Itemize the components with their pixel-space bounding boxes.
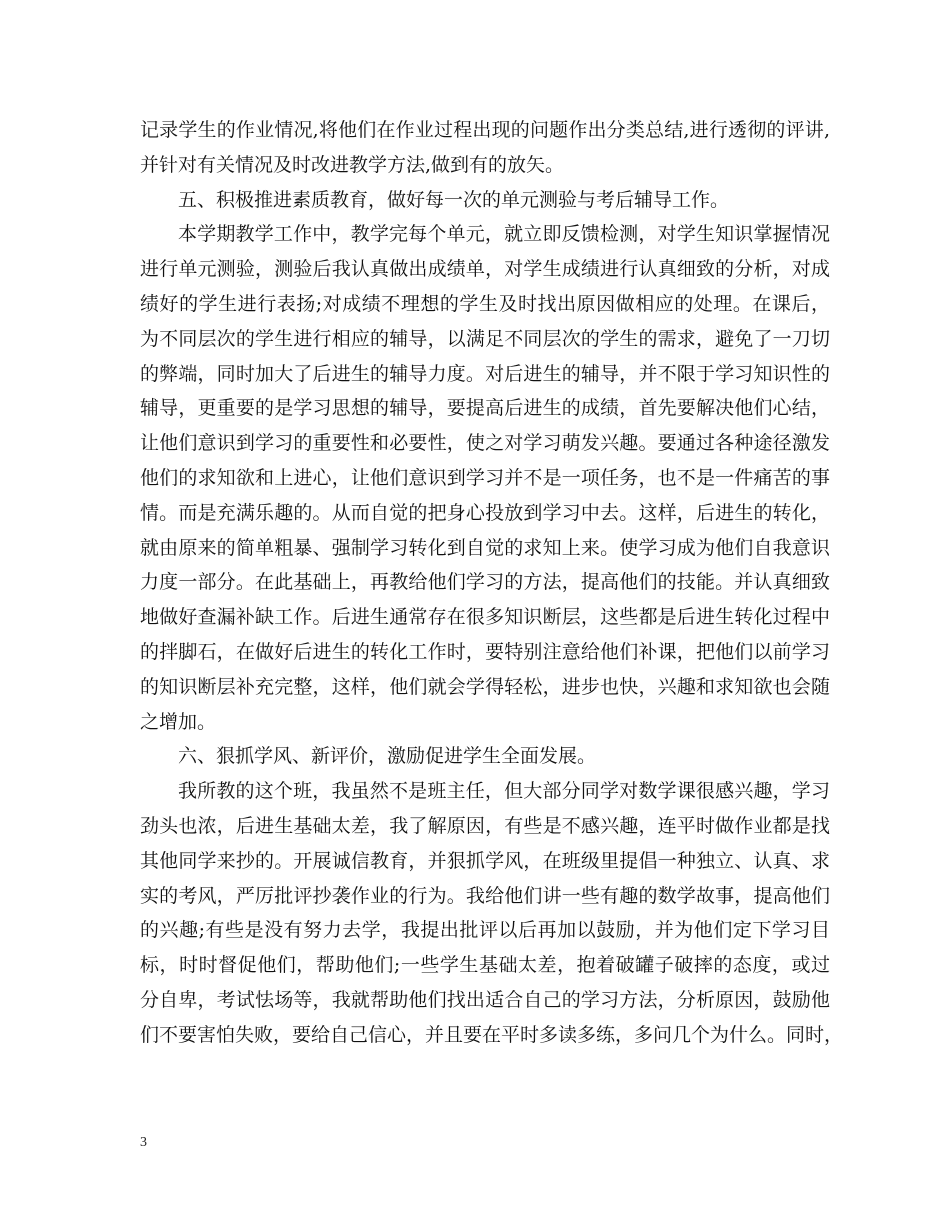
text-line: 五、积极推进素质教育，做好每一次的单元测验与考后辅导工作。 bbox=[178, 188, 730, 211]
page-number: 3 bbox=[140, 1135, 147, 1150]
text-line: 情。而是充满乐趣的。从而自觉的把身心投放到学习中去。这样，后进生的转化， bbox=[140, 501, 830, 524]
text-line: 辅导，更重要的是学习思想的辅导，要提高后进生的成绩，首先要解决他们心结， bbox=[140, 397, 830, 420]
text-line: 六、狠抓学风、新评价，激励促进学生全面发展。 bbox=[178, 745, 597, 768]
text-line: 的拌脚石，在做好后进生的转化工作时，要特别注意给他们补课，把他们以前学习 bbox=[140, 640, 830, 663]
text-line: 的知识断层补充完整，这样，他们就会学得轻松，进步也快，兴趣和求知欲也会随 bbox=[140, 675, 830, 698]
text-line: 让他们意识到学习的重要性和必要性，使之对学习萌发兴趣。要通过各种途径激发 bbox=[140, 432, 830, 455]
text-line: 本学期教学工作中，教学完每个单元，就立即反馈检测，对学生知识掌握情况 bbox=[178, 223, 830, 246]
text-line: 其他同学来抄的。开展诚信教育，并狠抓学风，在班级里提倡一种独立、认真、求 bbox=[140, 849, 830, 872]
text-line: 地做好查漏补缺工作。后进生通常存在很多知识断层，这些都是后进生转化过程中 bbox=[140, 606, 830, 629]
text-line: 实的考风，严厉批评抄袭作业的行为。我给他们讲一些有趣的数学故事，提高他们 bbox=[140, 884, 830, 907]
text-line: 力度一部分。在此基础上，再教给他们学习的方法，提高他们的技能。并认真细致 bbox=[140, 571, 830, 594]
text-line: 的弊端，同时加大了后进生的辅导力度。对后进生的辅导，并不限于学习知识性的 bbox=[140, 362, 830, 385]
text-line: 绩好的学生进行表扬;对成绩不理想的学生及时找出原因做相应的处理。在课后， bbox=[140, 292, 830, 315]
text-line: 进行单元测验，测验后我认真做出成绩单，对学生成绩进行认真细致的分析，对成 bbox=[140, 258, 830, 281]
text-line: 我所教的这个班，我虽然不是班主任，但大部分同学对数学课很感兴趣，学习 bbox=[178, 780, 830, 803]
text-line: 劲头也浓，后进生基础太差，我了解原因，有些是不感兴趣，连平时做作业都是找 bbox=[140, 814, 830, 837]
text-line: 标，时时督促他们，帮助他们;一些学生基础太差，抱着破罐子破摔的态度，或过 bbox=[140, 954, 830, 977]
body-text bbox=[140, 113, 844, 1053]
text-line: 并针对有关情况及时改进教学方法,做到有的放矢。 bbox=[140, 153, 565, 176]
text-line: 记录学生的作业情况,将他们在作业过程出现的问题作出分类总结,进行透彻的评讲, bbox=[140, 119, 830, 141]
text-line: 之增加。 bbox=[140, 710, 217, 733]
text-line: 就由原来的简单粗暴、强制学习转化到自觉的求知上来。使学习成为他们自我意识 bbox=[140, 536, 830, 559]
text-line: 分自卑，考试怯场等，我就帮助他们找出适合自己的学习方法，分析原因，鼓励他 bbox=[140, 988, 830, 1011]
text-line: 们不要害怕失败，要给自己信心，并且要在平时多读多练，多问几个为什么。同时， bbox=[140, 1023, 844, 1046]
text-line: 的兴趣;有些是没有努力去学，我提出批评以后再加以鼓励，并为他们定下学习目 bbox=[140, 919, 830, 942]
text-line: 为不同层次的学生进行相应的辅导，以满足不同层次的学生的需求，避免了一刀切 bbox=[140, 327, 830, 350]
text-line: 他们的求知欲和上进心，让他们意识到学习并不是一项任务，也不是一件痛苦的事 bbox=[140, 466, 830, 489]
